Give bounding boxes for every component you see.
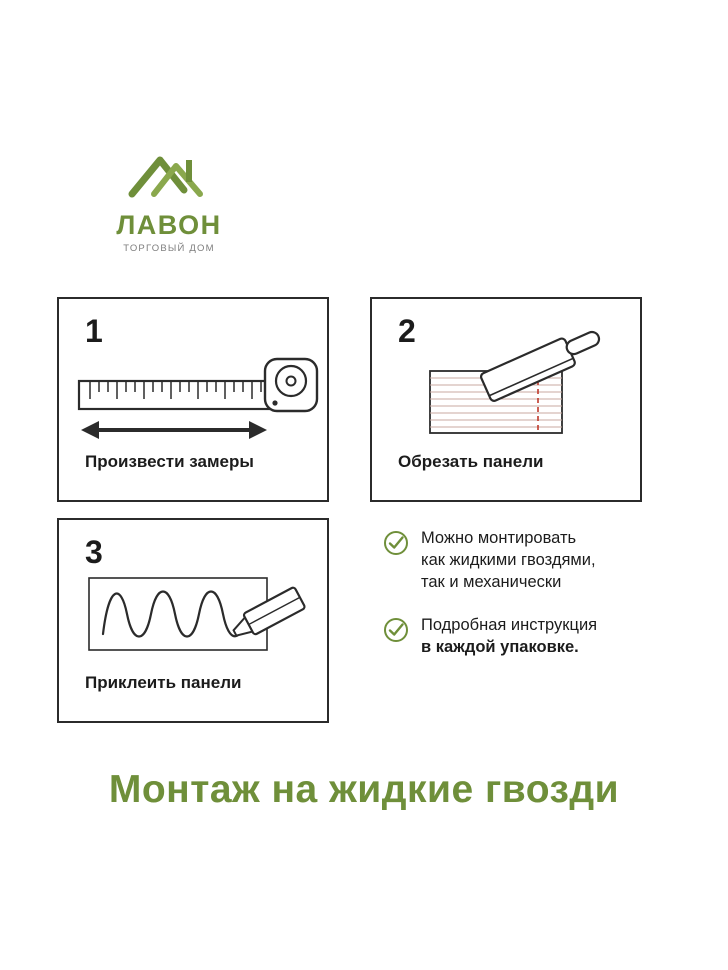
check-circle-icon <box>383 530 409 556</box>
features-list <box>383 528 663 681</box>
brand-name: ЛАВОН <box>116 210 222 240</box>
step-caption: Произвести замеры <box>85 452 254 471</box>
bullet-line-2: в каждой упаковке. <box>421 638 579 657</box>
step-caption: Обрезать панели <box>398 452 544 471</box>
glue-gun-zigzag-icon <box>59 550 331 675</box>
step-number: 1 <box>85 313 103 349</box>
brand-tagline: ТОРГОВЫЙ ДОМ <box>123 243 215 254</box>
bullet-line-3: так и механически <box>421 572 562 591</box>
step-card-1 <box>57 297 329 502</box>
list-item <box>383 615 663 659</box>
list-item <box>383 528 663 593</box>
house-roof-icon <box>126 150 212 208</box>
bullet-line-1: Можно монтировать <box>421 529 577 547</box>
check-circle-icon <box>383 617 409 643</box>
step-caption: Приклеить панели <box>85 673 242 692</box>
bullet-line-1: Подробная инструкция <box>421 616 598 635</box>
hacksaw-cutting-panel-icon <box>372 329 644 454</box>
brand-logo <box>74 150 264 254</box>
step-number: 2 <box>398 313 416 349</box>
page-title: Монтаж на жидкие гвозди <box>108 768 620 811</box>
list-item-text <box>421 528 596 593</box>
step-number: 3 <box>85 534 103 570</box>
list-item-text <box>421 615 597 659</box>
step-card-3 <box>57 518 329 723</box>
step-card-2 <box>370 297 642 502</box>
tape-measure-icon <box>59 329 331 454</box>
bullet-line-2: как жидкими гвоздями, <box>421 550 596 569</box>
